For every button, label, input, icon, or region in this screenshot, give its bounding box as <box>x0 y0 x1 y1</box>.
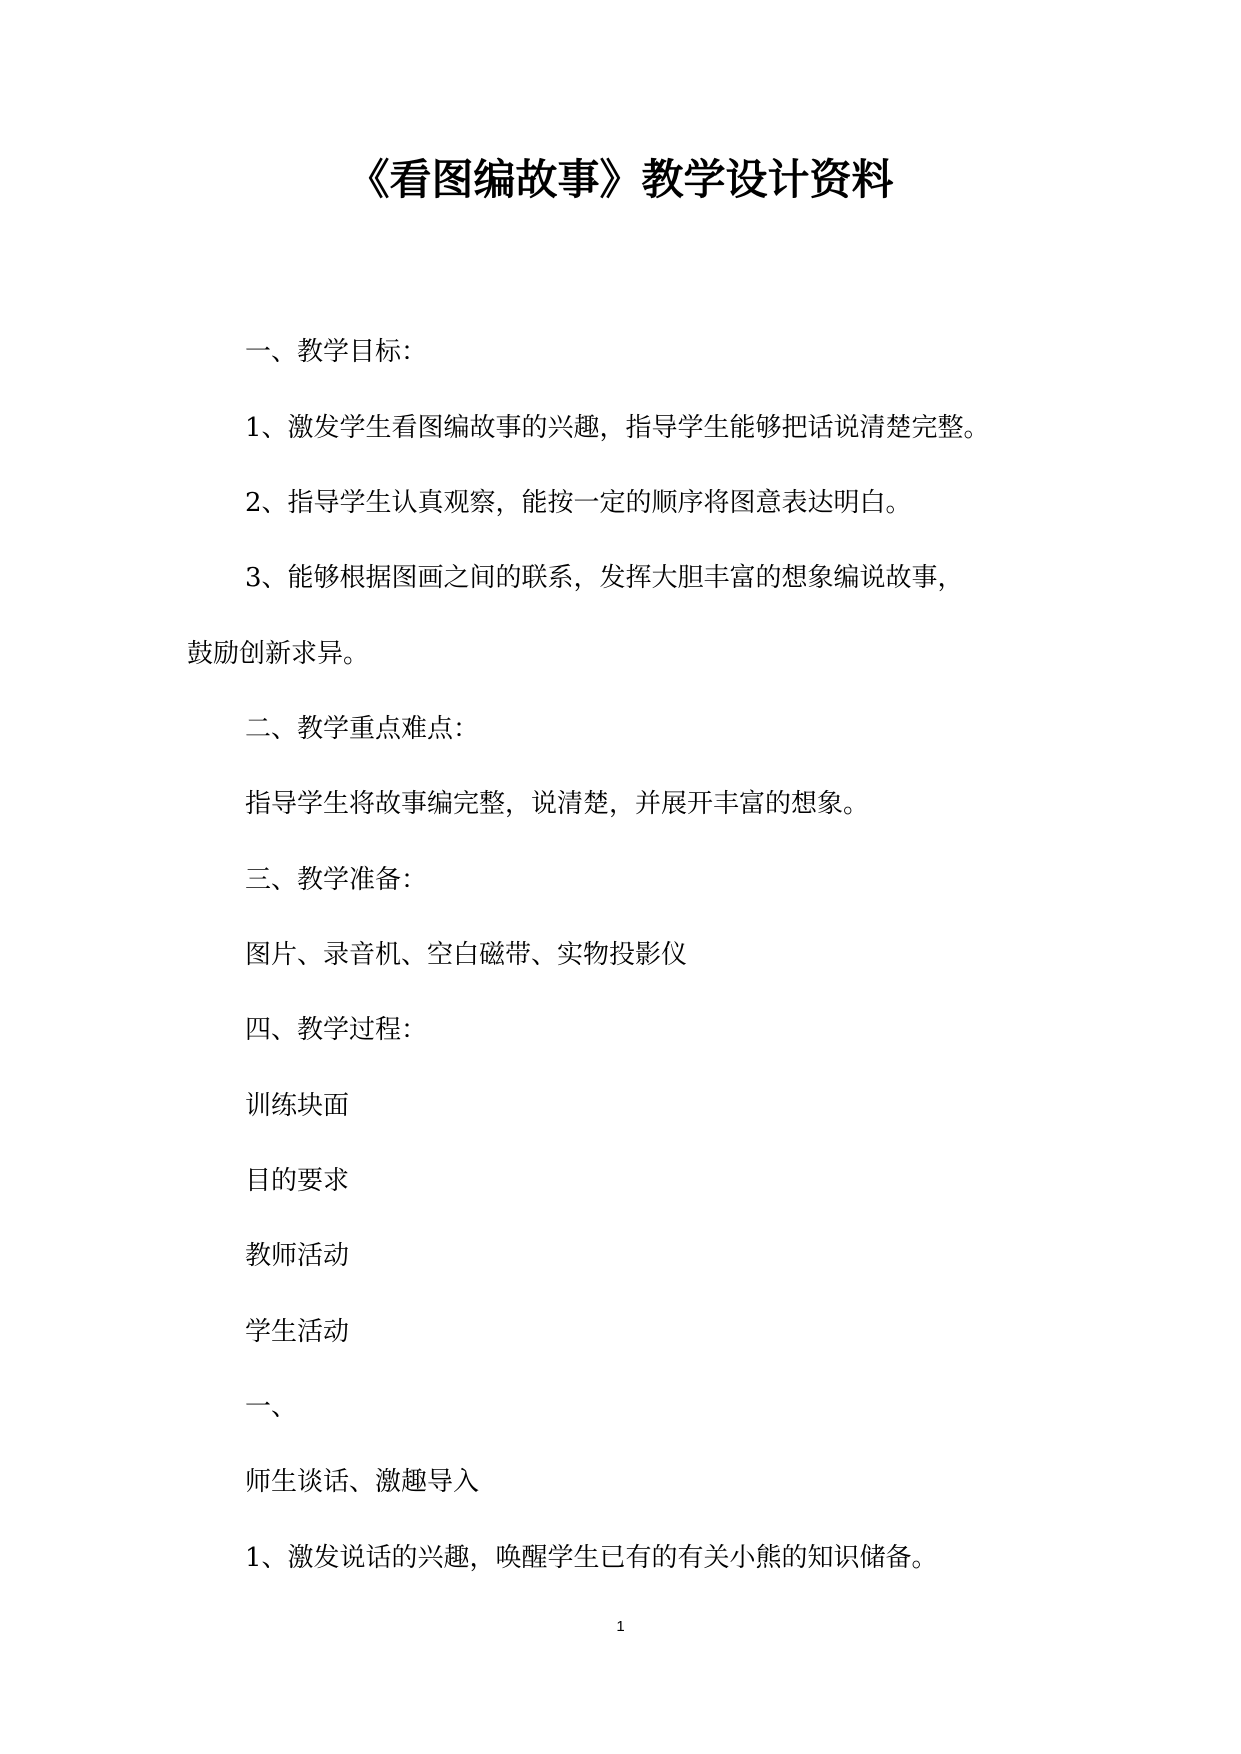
heading-process: 四、教学过程： <box>245 1015 428 1045</box>
heading-key-points: 二、教学重点难点： <box>245 714 480 744</box>
process-step-1-item: 1、激发说话的兴趣，唤醒学生已有的有关小熊的知识储备。 <box>245 1543 938 1573</box>
goal-item-2: 2、指导学生认真观察，能按一定的顺序将图意表达明白。 <box>245 488 912 518</box>
process-column-student: 学生活动 <box>245 1317 350 1347</box>
process-column-training: 训练块面 <box>245 1091 350 1121</box>
goal-item-1: 1、激发学生看图编故事的兴趣，指导学生能够把话说清楚完整。 <box>245 413 990 443</box>
document-title: 《看图编故事》教学设计资料 <box>347 155 894 204</box>
process-column-teacher: 教师活动 <box>245 1241 350 1271</box>
preparation-text: 图片、录音机、空白磁带、实物投影仪 <box>245 940 688 970</box>
process-step-1-title: 师生谈话、激趣导入 <box>245 1467 480 1497</box>
goal-item-3-continued: 鼓励创新求异。 <box>187 639 370 669</box>
goal-item-3: 3、能够根据图画之间的联系，发挥大胆丰富的想象编说故事， <box>245 563 964 593</box>
heading-preparation: 三、教学准备： <box>245 865 428 895</box>
key-points-text: 指导学生将故事编完整，说清楚，并展开丰富的想象。 <box>245 789 870 819</box>
page-number: 1 <box>616 1618 625 1635</box>
process-step-1-label: 一、 <box>245 1392 298 1422</box>
heading-teaching-goals: 一、教学目标： <box>245 337 428 367</box>
process-column-goals: 目的要求 <box>245 1166 350 1196</box>
